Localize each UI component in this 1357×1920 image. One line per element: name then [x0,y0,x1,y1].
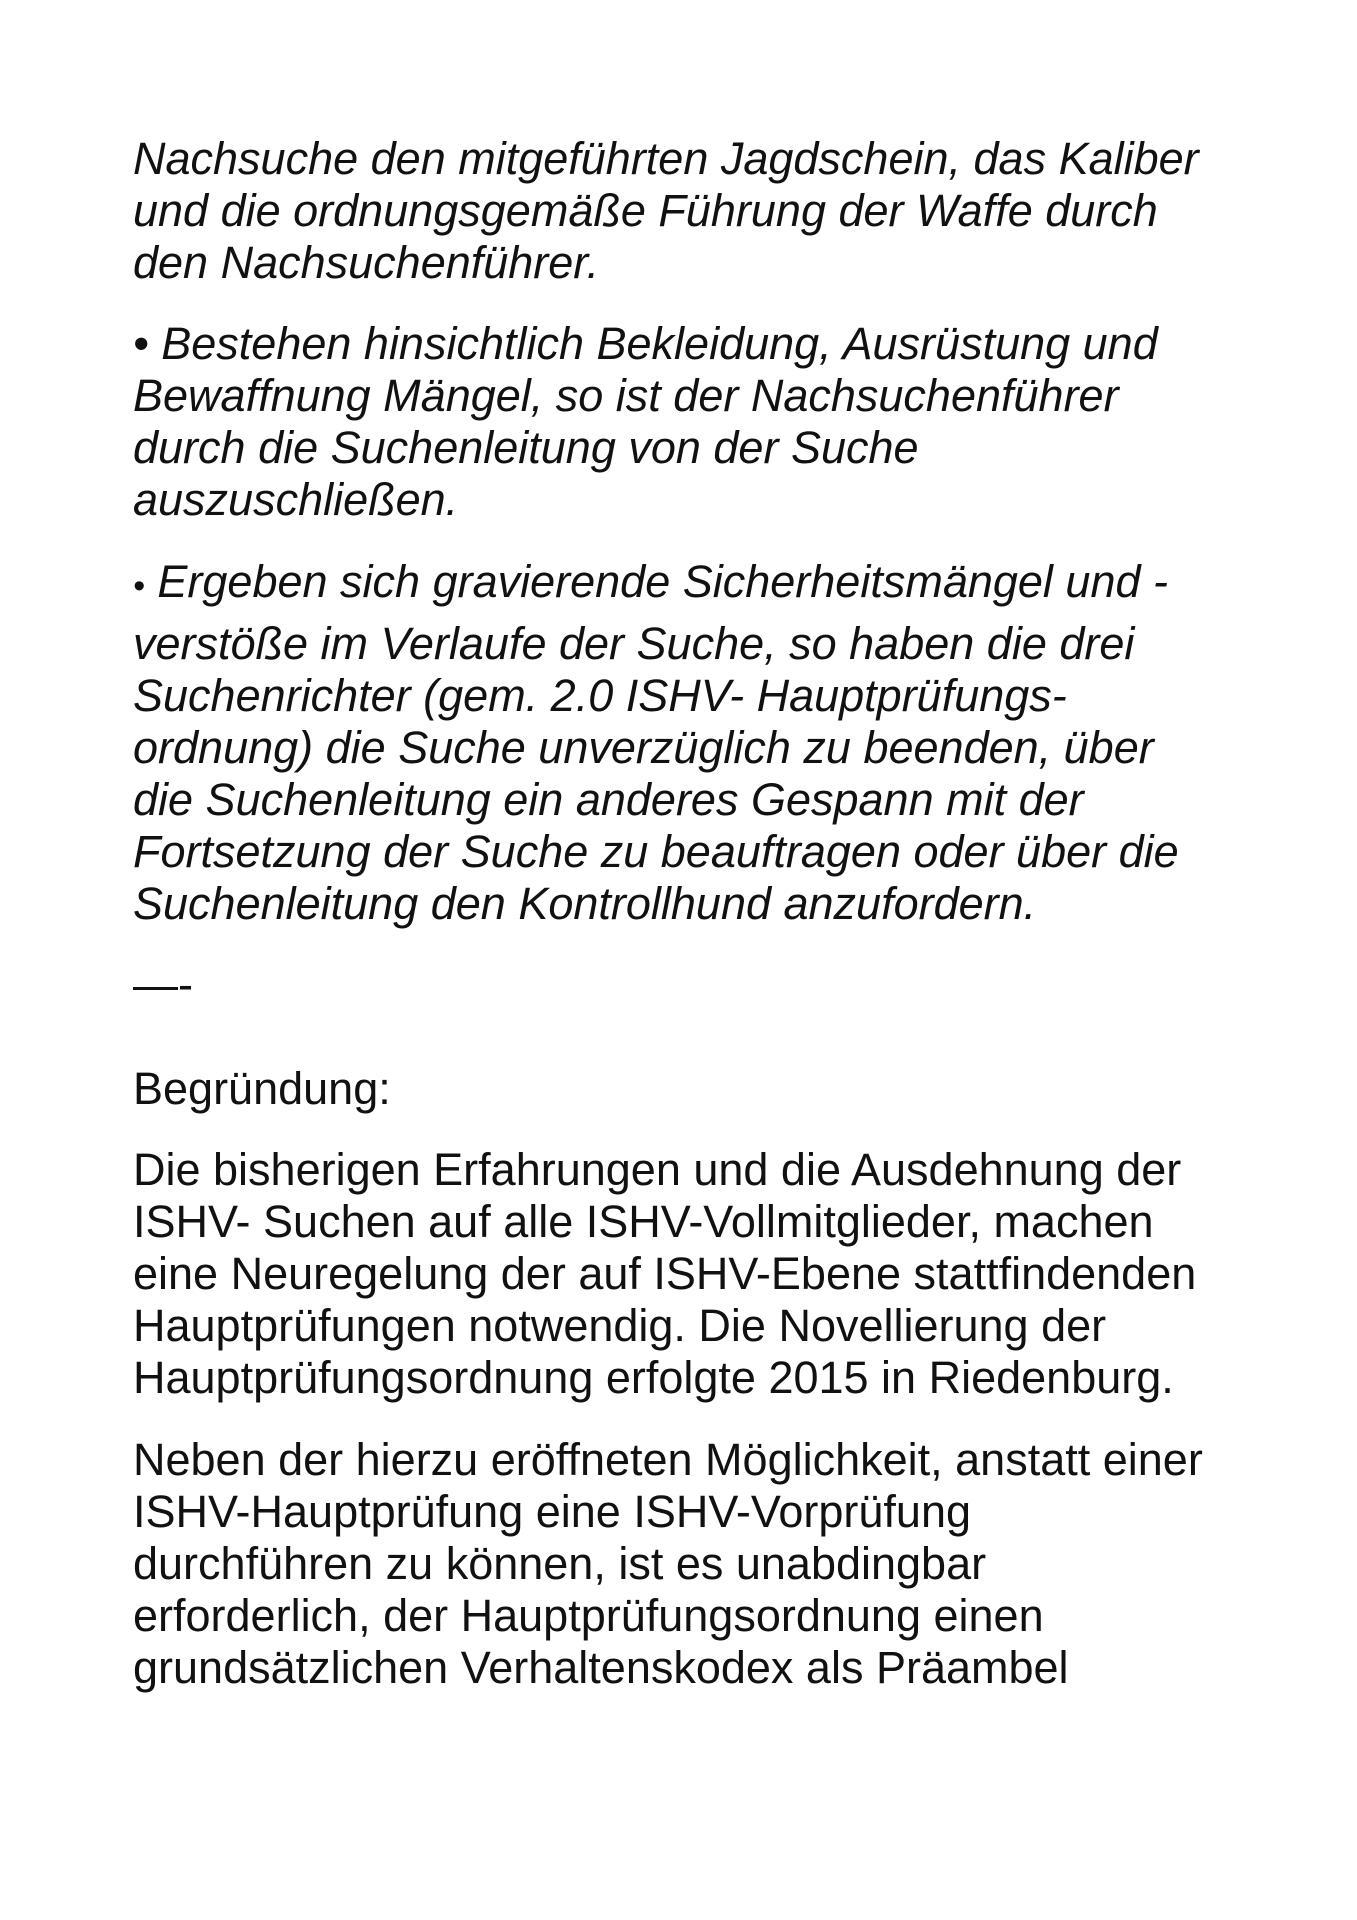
text-line: die Suchenleitung ein anderes Gespann mit der [133,774,1084,825]
bullet-line: • Bestehen hinsichtlich Bekleidung, Ausrüstung und [133,318,1158,369]
text-line: ISHV- Suchen auf alle ISHV-Vollmitglieder, machen [133,1196,1154,1247]
text-line: grundsätzlichen Verhaltenskodex als Präambel [133,1642,1069,1693]
text-line: Hauptprüfungen notwendig. Die Novellierung der [133,1300,1107,1351]
text-line: Fortsetzung der Suche zu beauftragen oder über die [133,826,1179,877]
text-line: verstöße im Verlaufe der Suche, so haben die drei [133,618,1135,669]
text-line: Bewaffnung Mängel, so ist der Nachsuchenführer [133,370,1119,421]
text-line: durchführen zu können, ist es unabdingbar [133,1538,987,1589]
text-line: und die ordnungsgemäße Führung der Waffe durch [133,185,1158,236]
text-line: eine Neuregelung der auf ISHV-Ebene stattfindenden [133,1248,1197,1299]
text-line: Suchenrichter (gem. 2.0 ISHV- Hauptprüfungs- [133,670,1067,721]
text-line: den Nachsuchenführer. [133,237,600,288]
text-line: ordnung) die Suche unverzüglich zu beenden, über [133,722,1154,773]
bullet-text: Ergeben sich gravierende Sicherheitsmängel und - [144,556,1168,607]
text-line: erforderlich, der Hauptprüfungsordnung einen [133,1590,1044,1641]
text-line: Nachsuche den mitgeführten Jagdschein, das Kaliber [133,133,1199,184]
text-line: durch die Suchenleitung von der Suche [133,422,919,473]
separator: —- [133,959,193,1010]
bullet-marker: • [133,567,145,605]
section-heading: Begründung: [133,1063,391,1114]
bullet-line [133,556,1168,612]
text-line: Neben der hierzu eröffneten Möglichkeit, anstatt einer [133,1434,1203,1485]
text-line: auszuschließen. [133,474,459,525]
text-line: Hauptprüfungsordnung erfolgte 2015 in Riedenburg. [133,1352,1174,1403]
text-line: Die bisherigen Erfahrungen und die Ausdehnung der [133,1144,1182,1195]
text-line: ISHV-Hauptprüfung eine ISHV-Vorprüfung [133,1486,972,1537]
text-line: Suchenleitung den Kontrollhund anzufordern. [133,878,1037,929]
